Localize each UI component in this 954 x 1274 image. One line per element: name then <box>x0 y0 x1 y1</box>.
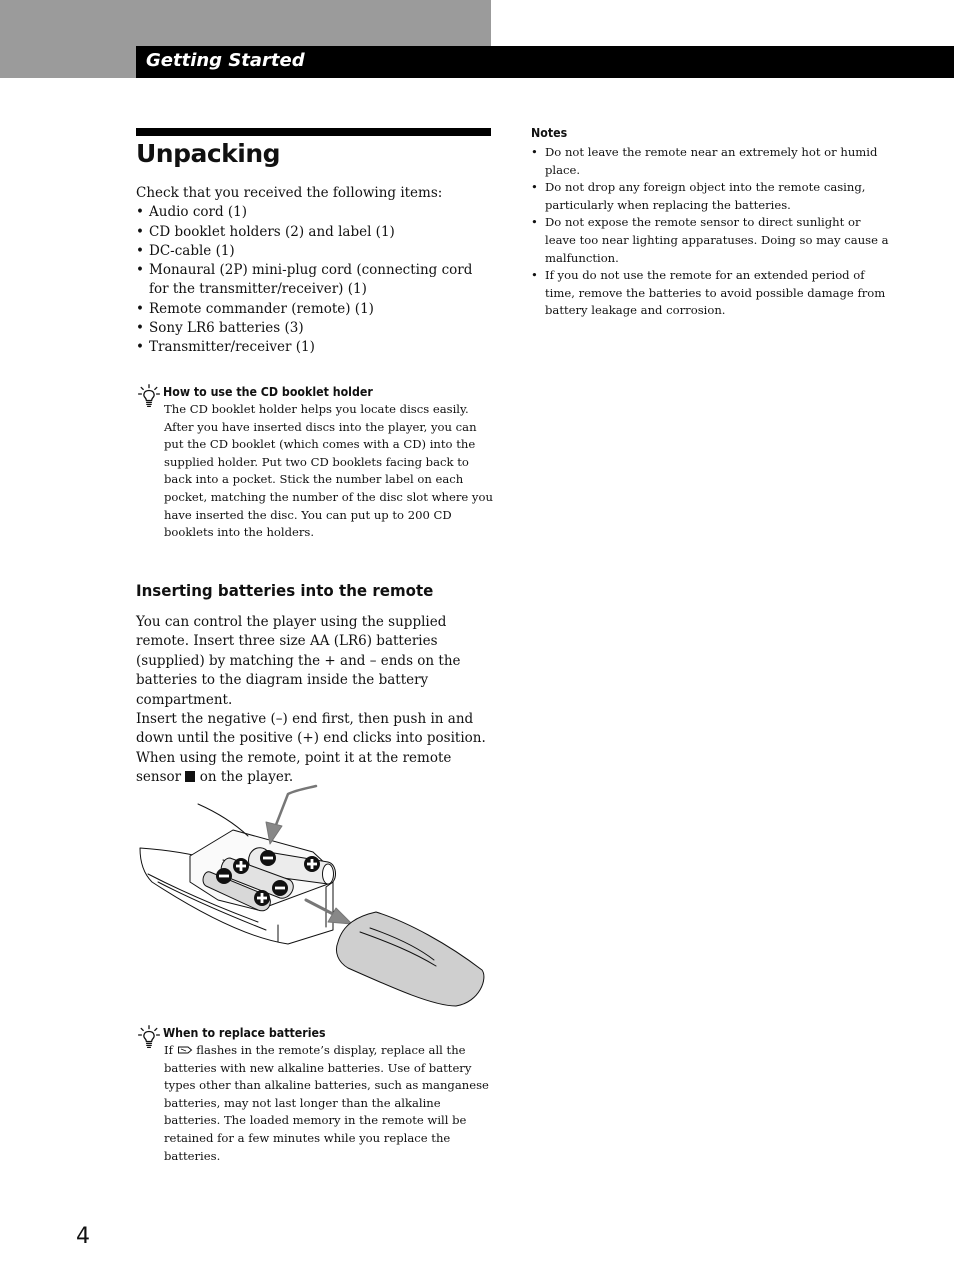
intro-text: Check that you received the following items: <box>136 185 443 201</box>
section-title: Getting Started <box>146 50 305 71</box>
tip-title: How to use the CD booklet holder <box>163 385 373 399</box>
tip-replace-batteries <box>138 1025 498 1165</box>
tip-body: The CD booklet holder helps you locate discs easily. After you have inserted discs into the player, you can put the CD booklet (which comes with a CD) into the supplied holder. Put two CD booklets facing back to back into a pocket. Stick the number label on each pocket, matching the number of the disc slot where you have inserted the disc. You can put up to 200 CD booklets into the holders. <box>164 402 493 540</box>
notes-section <box>531 124 891 320</box>
tip-body-after: flashes in the remote’s display, replace all the batteries with new alkaline batteries. Use of battery types other than alkaline batteries, such as manganese batteries, may not last longer than the alkaline batteries. The loaded memory in the remote will be retained for a few minutes while you replace the batteries. <box>164 1043 489 1163</box>
battery-low-icon <box>177 1045 193 1055</box>
unpacking-intro <box>136 184 496 358</box>
list-item: • Monaural (2P) mini-plug cord (connecting cord for the transmitter/receiver) (1) <box>136 261 496 300</box>
batteries-paragraph: You can control the player using the supplied remote. Insert three size AA (LR6) batteries (supplied) by matching the + and – ends on the batteries to the diagram inside the battery compartment. <box>136 614 461 708</box>
notes-list <box>531 144 891 320</box>
page-number: 4 <box>76 1224 90 1249</box>
list-item: • DC-cable (1) <box>136 242 496 261</box>
list-item: • Do not drop any foreign object into the remote casing, particularly when replacing the batteries. <box>531 179 891 214</box>
sensor-text-after: on the player. <box>195 769 294 786</box>
lightbulb-icon <box>138 384 160 408</box>
lightbulb-icon <box>138 1025 160 1049</box>
tip-title: When to replace batteries <box>163 1026 326 1040</box>
tip-booklet-holder <box>138 384 498 542</box>
battery-insertion-illustration <box>138 782 490 1012</box>
remote-sensor-icon <box>185 771 195 782</box>
items-list <box>136 203 496 357</box>
tip-body-before: If <box>164 1043 177 1057</box>
notes-title: Notes <box>531 126 568 140</box>
list-item: • Do not expose the remote sensor to direct sunlight or leave too near lighting apparatuses. Doing so may cause a malfunction. <box>531 214 891 267</box>
list-item: • Do not leave the remote near an extremely hot or humid place. <box>531 144 891 179</box>
tip-body <box>164 1042 494 1165</box>
list-item: • CD booklet holders (2) and label (1) <box>136 223 496 242</box>
batteries-text <box>136 613 496 788</box>
list-item: • Transmitter/receiver (1) <box>136 338 496 357</box>
subsection-title: Inserting batteries into the remote <box>136 581 434 600</box>
batteries-paragraph: Insert the negative (–) end first, then push in and down until the positive (+) end clicks into position. <box>136 711 486 747</box>
list-item: • Remote commander (remote) (1) <box>136 300 496 319</box>
list-item: • If you do not use the remote for an extended period of time, remove the batteries to avoid possible damage from battery leakage and corrosion. <box>531 267 891 320</box>
list-item: • Audio cord (1) <box>136 203 496 222</box>
title-rule <box>136 128 491 136</box>
list-item: • Sony LR6 batteries (3) <box>136 319 496 338</box>
page-title: Unpacking <box>136 139 281 168</box>
sensor-text-before: When using the remote, point it at the remote sensor <box>136 749 452 786</box>
